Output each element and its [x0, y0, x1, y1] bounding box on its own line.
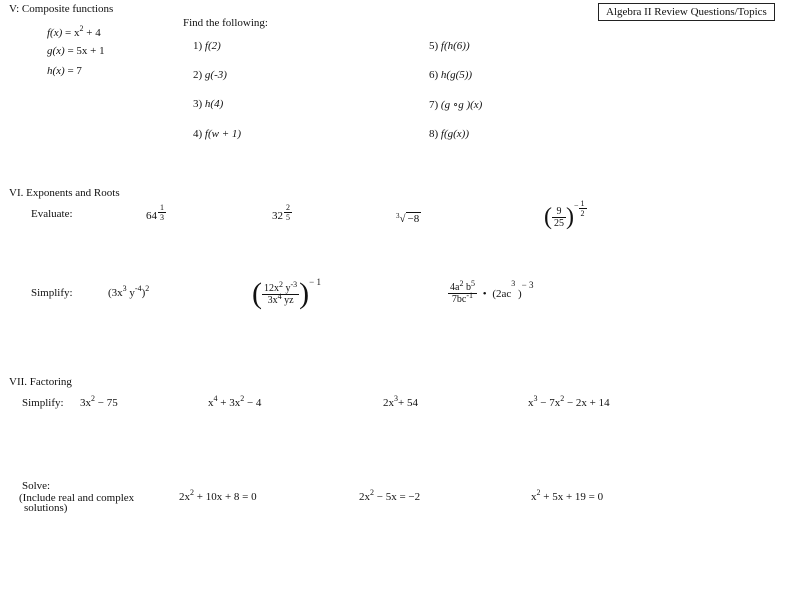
solve-note-line-2: solutions): [24, 502, 68, 514]
simplify-2: ( $\frac{12x^2 y^{-3}}{3x^4 yz}$ )$^{- 1}$: [252, 277, 321, 310]
eval-4: ( $\frac{9}{25}$ )− $\frac{1}{2}$: [544, 199, 585, 230]
def-g: g(x) = 5x + 1: [47, 45, 105, 57]
solve-2: $2x^2 - 5x = -2$: [359, 488, 421, 503]
page-title: Algebra II Review Questions/Topics: [598, 3, 775, 21]
problem-5: 5) f(h(6)): [429, 40, 470, 52]
problem-3: 3) h(4): [193, 98, 224, 110]
solve-label: Solve:: [22, 480, 51, 492]
evaluate-label: Evaluate:: [31, 208, 73, 220]
problem-4: 4) f(w + 1): [193, 128, 242, 140]
section-6-heading: VI. Exponents and Roots: [9, 187, 120, 199]
simplify-1: ($3x^3$ $y^{-4})^2$: [108, 284, 150, 299]
factor-1: $3x^2 - 75$: [80, 394, 118, 409]
problem-8: 8) f(g(x)): [429, 128, 470, 140]
factor-simplify-label: Simplify:: [22, 397, 64, 409]
problem-2: 2) g(-3): [193, 69, 227, 81]
problem-1: 1) f(2): [193, 40, 221, 52]
simplify-label: Simplify:: [31, 287, 73, 299]
simplify-3: $\frac{4a^2 b^5}{7bc^{-1}}$ • ($2ac^3$ )$^{- 3}$: [450, 279, 534, 305]
factor-2: $x^4 + 3x^2 - 4$: [208, 394, 262, 409]
section-5-heading: V: Composite functions: [9, 3, 114, 15]
problem-6: 6) h(g(5)): [429, 69, 473, 81]
eval-3: $^3$√ −8: [396, 212, 420, 225]
solve-3: $x^2 + 5x + 19 = 0$: [531, 488, 604, 503]
solve-note-line-1: (Include real and complex: [19, 492, 135, 504]
factor-4: $x^3 - 7x^2 - 2x + 14$: [528, 394, 610, 409]
eval-2: 32 $\frac{2}{5}$: [272, 203, 290, 222]
def-f: $f(x) = x^2 + 4$: [47, 24, 101, 39]
instruction: Find the following:: [183, 17, 268, 29]
factor-3: $2x^3+ 54$: [383, 394, 418, 409]
eval-1: 64 $\frac{1}{3}$: [146, 203, 164, 222]
problem-7: 7) (g ∘g )(x): [429, 99, 483, 111]
solve-1: $2x^2 + 10x + 8 = 0$: [179, 488, 257, 503]
def-h: h(x) = 7: [47, 65, 82, 77]
section-7-heading: VII. Factoring: [9, 376, 72, 388]
